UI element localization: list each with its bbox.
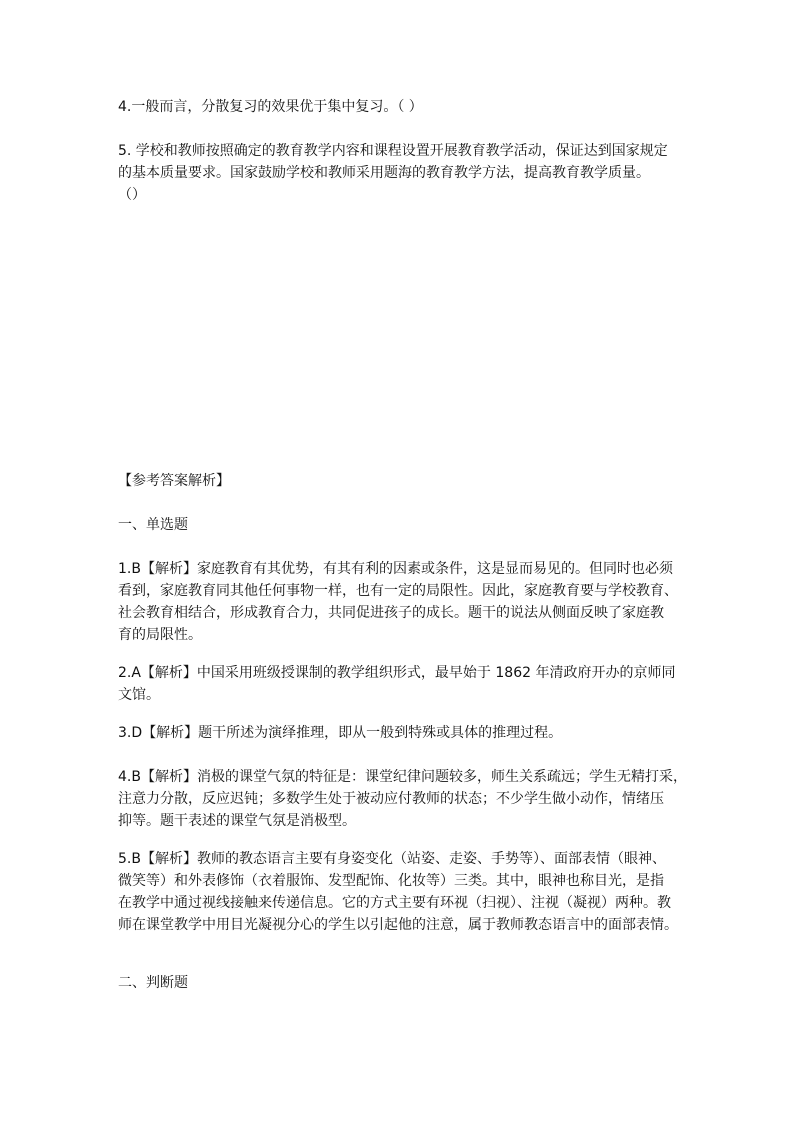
answer-line: 在教学中通过视线接触来传递信息。它的方式主要有环视（扫视）、注视（凝视）两种。教 [118,895,671,911]
question-4: 4.一般而言，分散复习的效果优于集中复习。（ ） [118,99,423,115]
answer-line: 3.D【解析】题干所述为演绎推理，即从一般到特殊或具体的推理过程。 [118,725,563,741]
answer-line: 注意力分散，反应迟钝；多数学生处于被动应付教师的状态；不少学生做小动作，情绪压 [118,791,664,807]
answer-2 [118,662,678,706]
answer-line: 看到，家庭教育同其他任何事物一样，也有一定的局限性。因此，家庭教育要与学校教育、 [118,583,678,599]
part2-title: 二、判断题 [118,975,188,991]
answer-section-heading: 【参考答案解析】 [118,473,230,489]
answer-3 [118,722,678,744]
answer-4 [118,766,687,832]
part1-title: 一、单选题 [118,517,188,533]
answer-line: 1.B【解析】家庭教育有其优势，有其有利的因素或条件，这是显而易见的。但同时也必须 [118,561,673,577]
answer-line: 社会教育相结合，形成教育合力，共同促进孩子的成长。题干的说法从侧面反映了家庭教 [118,605,664,621]
answer-line: 师在课堂教学中用目光凝视分心的学生以引起他的注意，属于教师教态语言中的面部表情。 [118,917,678,933]
question-5-line: （） [118,187,146,203]
answer-5 [118,848,678,936]
question-5-line: 的基本质量要求。国家鼓励学校和教师采用题海的教育教学方法，提高教育教学质量。 [118,165,650,181]
answer-line: 5.B【解析】教师的教态语言主要有身姿变化（站姿、走姿、手势等）、面部表情（眼神、 [118,851,666,867]
answer-line: 2.A【解析】中国采用班级授课制的教学组织形式，最早始于 1862 年清政府开办的京师同 [118,665,676,681]
question-5-line: 5. 学校和教师按照确定的教育教学内容和课程设置开展教育教学活动，保证达到国家规定 [118,143,668,159]
answer-line: 4.B【解析】消极的课堂气氛的特征是：课堂纪律问题较多，师生关系疏远；学生无精打采， [118,769,687,785]
answer-line: 抑等。题干表述的课堂气氛是消极型。 [118,813,356,829]
answer-line: 文馆。 [118,687,160,703]
answer-line: 微笑等）和外表修饰（衣着服饰、发型配饰、化妆等）三类。其中，眼神也称目光，是指 [118,873,664,889]
question-5 [118,140,678,206]
answer-1 [118,558,678,646]
answer-line: 育的局限性。 [118,627,202,643]
